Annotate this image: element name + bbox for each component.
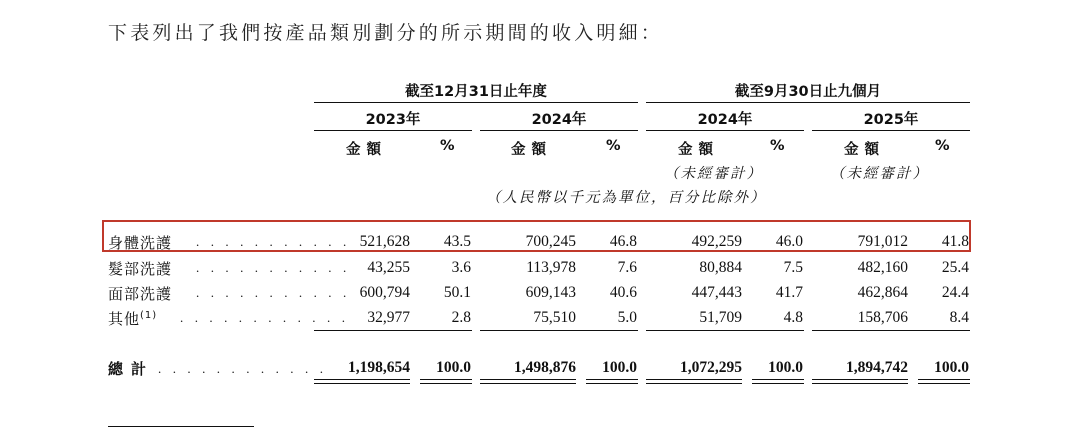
cell-pct: 5.0 xyxy=(617,309,637,326)
subtotal-rule xyxy=(480,330,638,331)
cell-pct: 24.4 xyxy=(941,284,969,301)
total-pct: 100.0 xyxy=(436,359,471,376)
cell-pct: 7.6 xyxy=(617,259,637,276)
unit-note: （人民幣以千元為單位，百分比除外） xyxy=(486,190,767,206)
row-label: 其他 xyxy=(108,310,141,328)
year-rule-2025-9m xyxy=(812,130,970,131)
leader-dots: . . . . . . . . . . . xyxy=(196,260,351,275)
total-double-rule xyxy=(918,379,970,384)
cell-amount: 75,510 xyxy=(533,309,576,326)
amount-header: 金額 xyxy=(346,142,387,158)
cell-amount: 51,709 xyxy=(699,309,742,326)
total-pct: 100.0 xyxy=(602,359,637,376)
total-amount: 1,894,742 xyxy=(846,359,908,376)
footnote-rule xyxy=(108,426,254,427)
total-label: 總計 xyxy=(108,360,155,378)
pct-header: % xyxy=(770,138,785,154)
cell-amount: 521,628 xyxy=(359,233,410,250)
year-header-2024-fy: 2024年 xyxy=(531,112,587,128)
cell-amount: 113,978 xyxy=(526,259,576,276)
cell-pct: 41.7 xyxy=(775,284,803,301)
total-pct: 100.0 xyxy=(934,359,969,376)
footnote-marker: (1) xyxy=(140,310,158,321)
intro-text: 下表列出了我們按產品類別劃分的所示期間的收入明細： xyxy=(108,22,664,44)
total-double-rule xyxy=(586,379,638,384)
cell-amount: 600,794 xyxy=(359,284,410,301)
total-double-rule xyxy=(812,379,908,384)
total-double-rule xyxy=(420,379,472,384)
total-amount: 1,072,295 xyxy=(680,359,742,376)
cell-pct: 8.4 xyxy=(949,309,969,326)
cell-pct: 50.1 xyxy=(443,284,471,301)
cell-pct: 4.8 xyxy=(783,309,803,326)
cell-pct: 2.8 xyxy=(451,309,471,326)
cell-pct: 41.8 xyxy=(941,233,969,250)
cell-amount: 609,143 xyxy=(525,284,576,301)
year-header-2024-9m: 2024年 xyxy=(697,112,753,128)
cell-pct: 46.0 xyxy=(775,233,803,250)
cell-pct: 3.6 xyxy=(451,259,471,276)
amount-header: 金額 xyxy=(678,142,719,158)
cell-pct: 7.5 xyxy=(783,259,803,276)
cell-amount: 791,012 xyxy=(857,233,908,250)
cell-pct: 40.6 xyxy=(609,284,637,301)
row-label: 身體洗護 xyxy=(108,234,173,252)
cell-amount: 158,706 xyxy=(857,309,908,326)
cell-pct: 25.4 xyxy=(941,259,969,276)
row-label: 髮部洗護 xyxy=(108,260,173,278)
year-rule-2023 xyxy=(314,130,472,131)
amount-header: 金額 xyxy=(511,142,552,158)
cell-amount: 447,443 xyxy=(691,284,742,301)
amount-header: 金額 xyxy=(844,142,885,158)
subtotal-rule xyxy=(812,330,970,331)
total-pct: 100.0 xyxy=(768,359,803,376)
leader-dots: . . . . . . . . . . . xyxy=(196,285,351,300)
unaudited-note: （未經審計） xyxy=(830,166,929,182)
year-rule-2024-fy xyxy=(480,130,638,131)
total-amount: 1,498,876 xyxy=(514,359,576,376)
subtotal-rule xyxy=(646,330,804,331)
cell-pct: 46.8 xyxy=(609,233,637,250)
cell-amount: 462,864 xyxy=(857,284,908,301)
cell-pct: 43.5 xyxy=(443,233,471,250)
total-amount: 1,198,654 xyxy=(348,359,410,376)
year-header-2023: 2023年 xyxy=(365,112,421,128)
total-double-rule xyxy=(752,379,804,384)
period-rule-fy xyxy=(314,102,638,103)
cell-amount: 492,259 xyxy=(691,233,742,250)
cell-amount: 43,255 xyxy=(367,259,410,276)
pct-header: % xyxy=(440,138,455,154)
period-header-9m: 截至9月30日止九個月 xyxy=(734,84,882,100)
cell-amount: 80,884 xyxy=(699,259,742,276)
cell-amount: 32,977 xyxy=(367,309,410,326)
total-double-rule xyxy=(314,379,410,384)
total-double-rule xyxy=(646,379,742,384)
cell-amount: 700,245 xyxy=(525,233,576,250)
period-header-fy: 截至12月31日止年度 xyxy=(405,84,547,100)
unaudited-note: （未經審計） xyxy=(664,166,763,182)
total-double-rule xyxy=(480,379,576,384)
year-rule-2024-9m xyxy=(646,130,804,131)
subtotal-rule xyxy=(314,330,472,331)
cell-amount: 482,160 xyxy=(857,259,908,276)
period-rule-9m xyxy=(646,102,970,103)
leader-dots: . . . . . . . . . . . . xyxy=(180,310,350,325)
pct-header: % xyxy=(935,138,950,154)
year-header-2025-9m: 2025年 xyxy=(863,112,919,128)
leader-dots: . . . . . . . . . . . . xyxy=(158,361,328,376)
pct-header: % xyxy=(606,138,621,154)
leader-dots: . . . . . . . . . . . xyxy=(196,234,351,249)
row-label: 面部洗護 xyxy=(108,285,173,303)
